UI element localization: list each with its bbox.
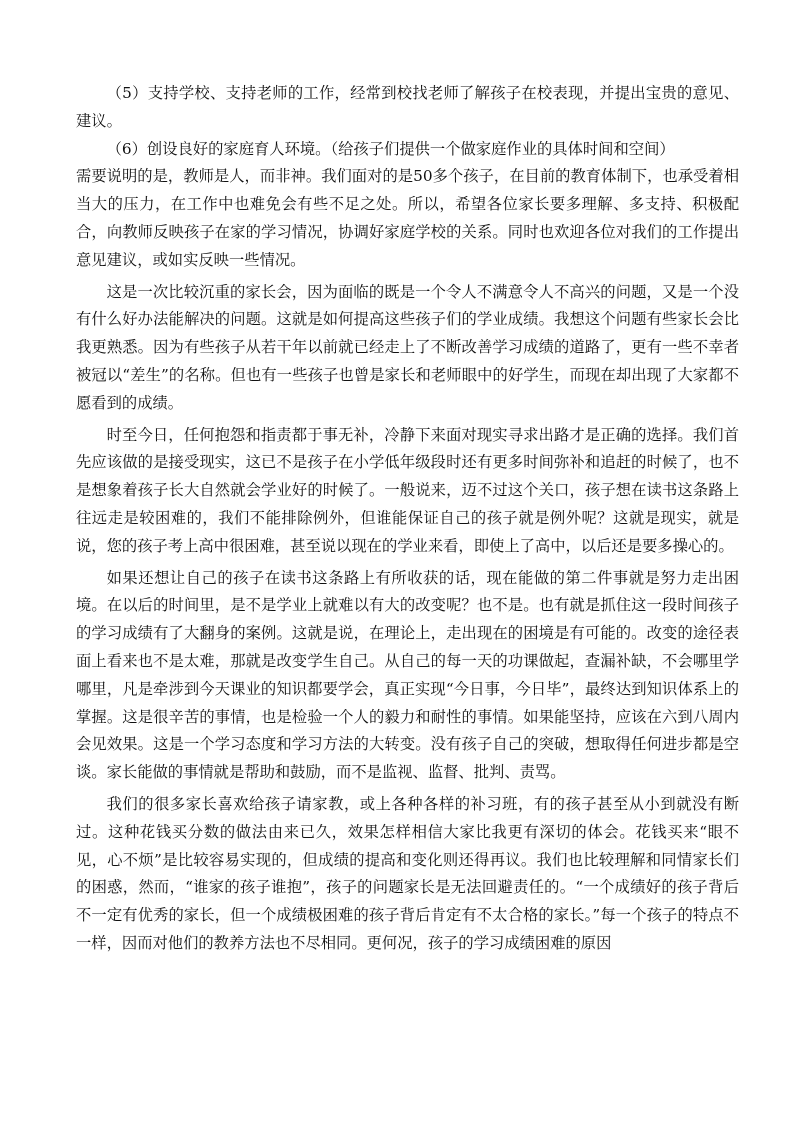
paragraph-tutoring: 我们的很多家长喜欢给孩子请家教，或上各种各样的补习班，有的孩子甚至从小到就没有断过。这种花钱买分数的做法由来已久，效果怎样相信大家比我更有深切的体会。花钱买来“眼不见，心不烦”是比较容易实现的，但成绩的提高和变化则还得再议。我们也比较理解和同情家长们的困惑，然而，“谁家的孩子谁抱”，孩子的问题家长是无法回避责任的。“一个成绩好的孩子背后不一定有优秀的家长，但一个成绩极困难的孩子背后肯定有不太合格的家长。”每一个孩子的特点不一样，因而对他们的教养方法也不尽相同。更何况，孩子的学习成绩困难的原因 (76, 794, 739, 952)
paragraph-heavy-meeting: 这是一次比较沉重的家长会，因为面临的既是一个令人不满意令人不高兴的问题，又是一个没有什么好办法能解决的问题。这就是如何提高这些孩子们的学业成绩。我想这个问题有些家长会比我更熟悉。因为有些孩子从若干年以前就已经走上了不断改善学习成绩的道路了，更有一些不幸者被冠以“差生”的名称。但也有一些孩子也曾是家长和老师眼中的好学生，而现在却出现了大家都不愿看到的成绩。 (76, 282, 739, 412)
paragraph-teacher-note: 需要说明的是，教师是人，而非神。我们面对的是50多个孩子，在目前的教育体制下，也承受着相当大的压力，在工作中也难免会有些不足之处。所以，希望各位家长要多理解、多支持、积极配合，向教师反映孩子在家的学习情况，协调好家庭学校的关系。同时也欢迎各位对我们的工作提出意见建议，或如实反映一些情况。 (76, 167, 739, 269)
paragraph-accept-reality: 时至今日，任何抱怨和指责都于事无补，冷静下来面对现实寻求出路才是正确的选择。我们首先应该做的是接受现实，这已不是孩子在小学低年级段时还有更多时间弥补和追赶的时候了，也不是想象着孩子长大自然就会学业好的时候了。一般说来，迈不过这个关口，孩子想在读书这条路上往远走是较困难的，我们不能排除例外，但谁能保证自己的孩子就是例外呢？这就是现实，就是说，您的孩子考上高中很困难，甚至说以现在的学业来看，即使上了高中，以后还是要多操心的。 (76, 425, 739, 555)
paragraph-escape-difficulty: 如果还想让自己的孩子在读书这条路上有所收获的话，现在能做的第二件事就是努力走出困境。在以后的时间里，是不是学业上就难以有大的改变呢？也不是。也有就是抓住这一段时间孩子的学习成绩有了大翻身的案例。这就是说，在理论上，走出现在的困境是有可能的。改变的途径表面上看来也不是太难，那就是改变学生自己。从自己的每一天的功课做起，查漏补缺，不会哪里学哪里，凡是牵涉到今天课业的知识都要学会，真正实现“今日事，今日毕”，最终达到知识体系上的掌握。这是很辛苦的事情，也是检验一个人的毅力和耐性的事情。如果能坚持，应该在六到八周内会见效果。这是一个学习态度和学习方法的大转变。没有孩子自己的突破，想取得任何进步都是空谈。家长能做的事情就是帮助和鼓励，而不是监视、监督、批判、责骂。 (76, 568, 739, 782)
paragraph-support-school: （5）支持学校、支持老师的工作，经常到校找老师了解孩子在校表现，并提出宝贵的意见、建议。 (76, 84, 739, 130)
document-page (76, 80, 739, 958)
paragraph-home-environment: （6）创设良好的家庭育人环境。（给孩子们提供一个做家庭作业的具体时间和空间） (106, 139, 675, 158)
